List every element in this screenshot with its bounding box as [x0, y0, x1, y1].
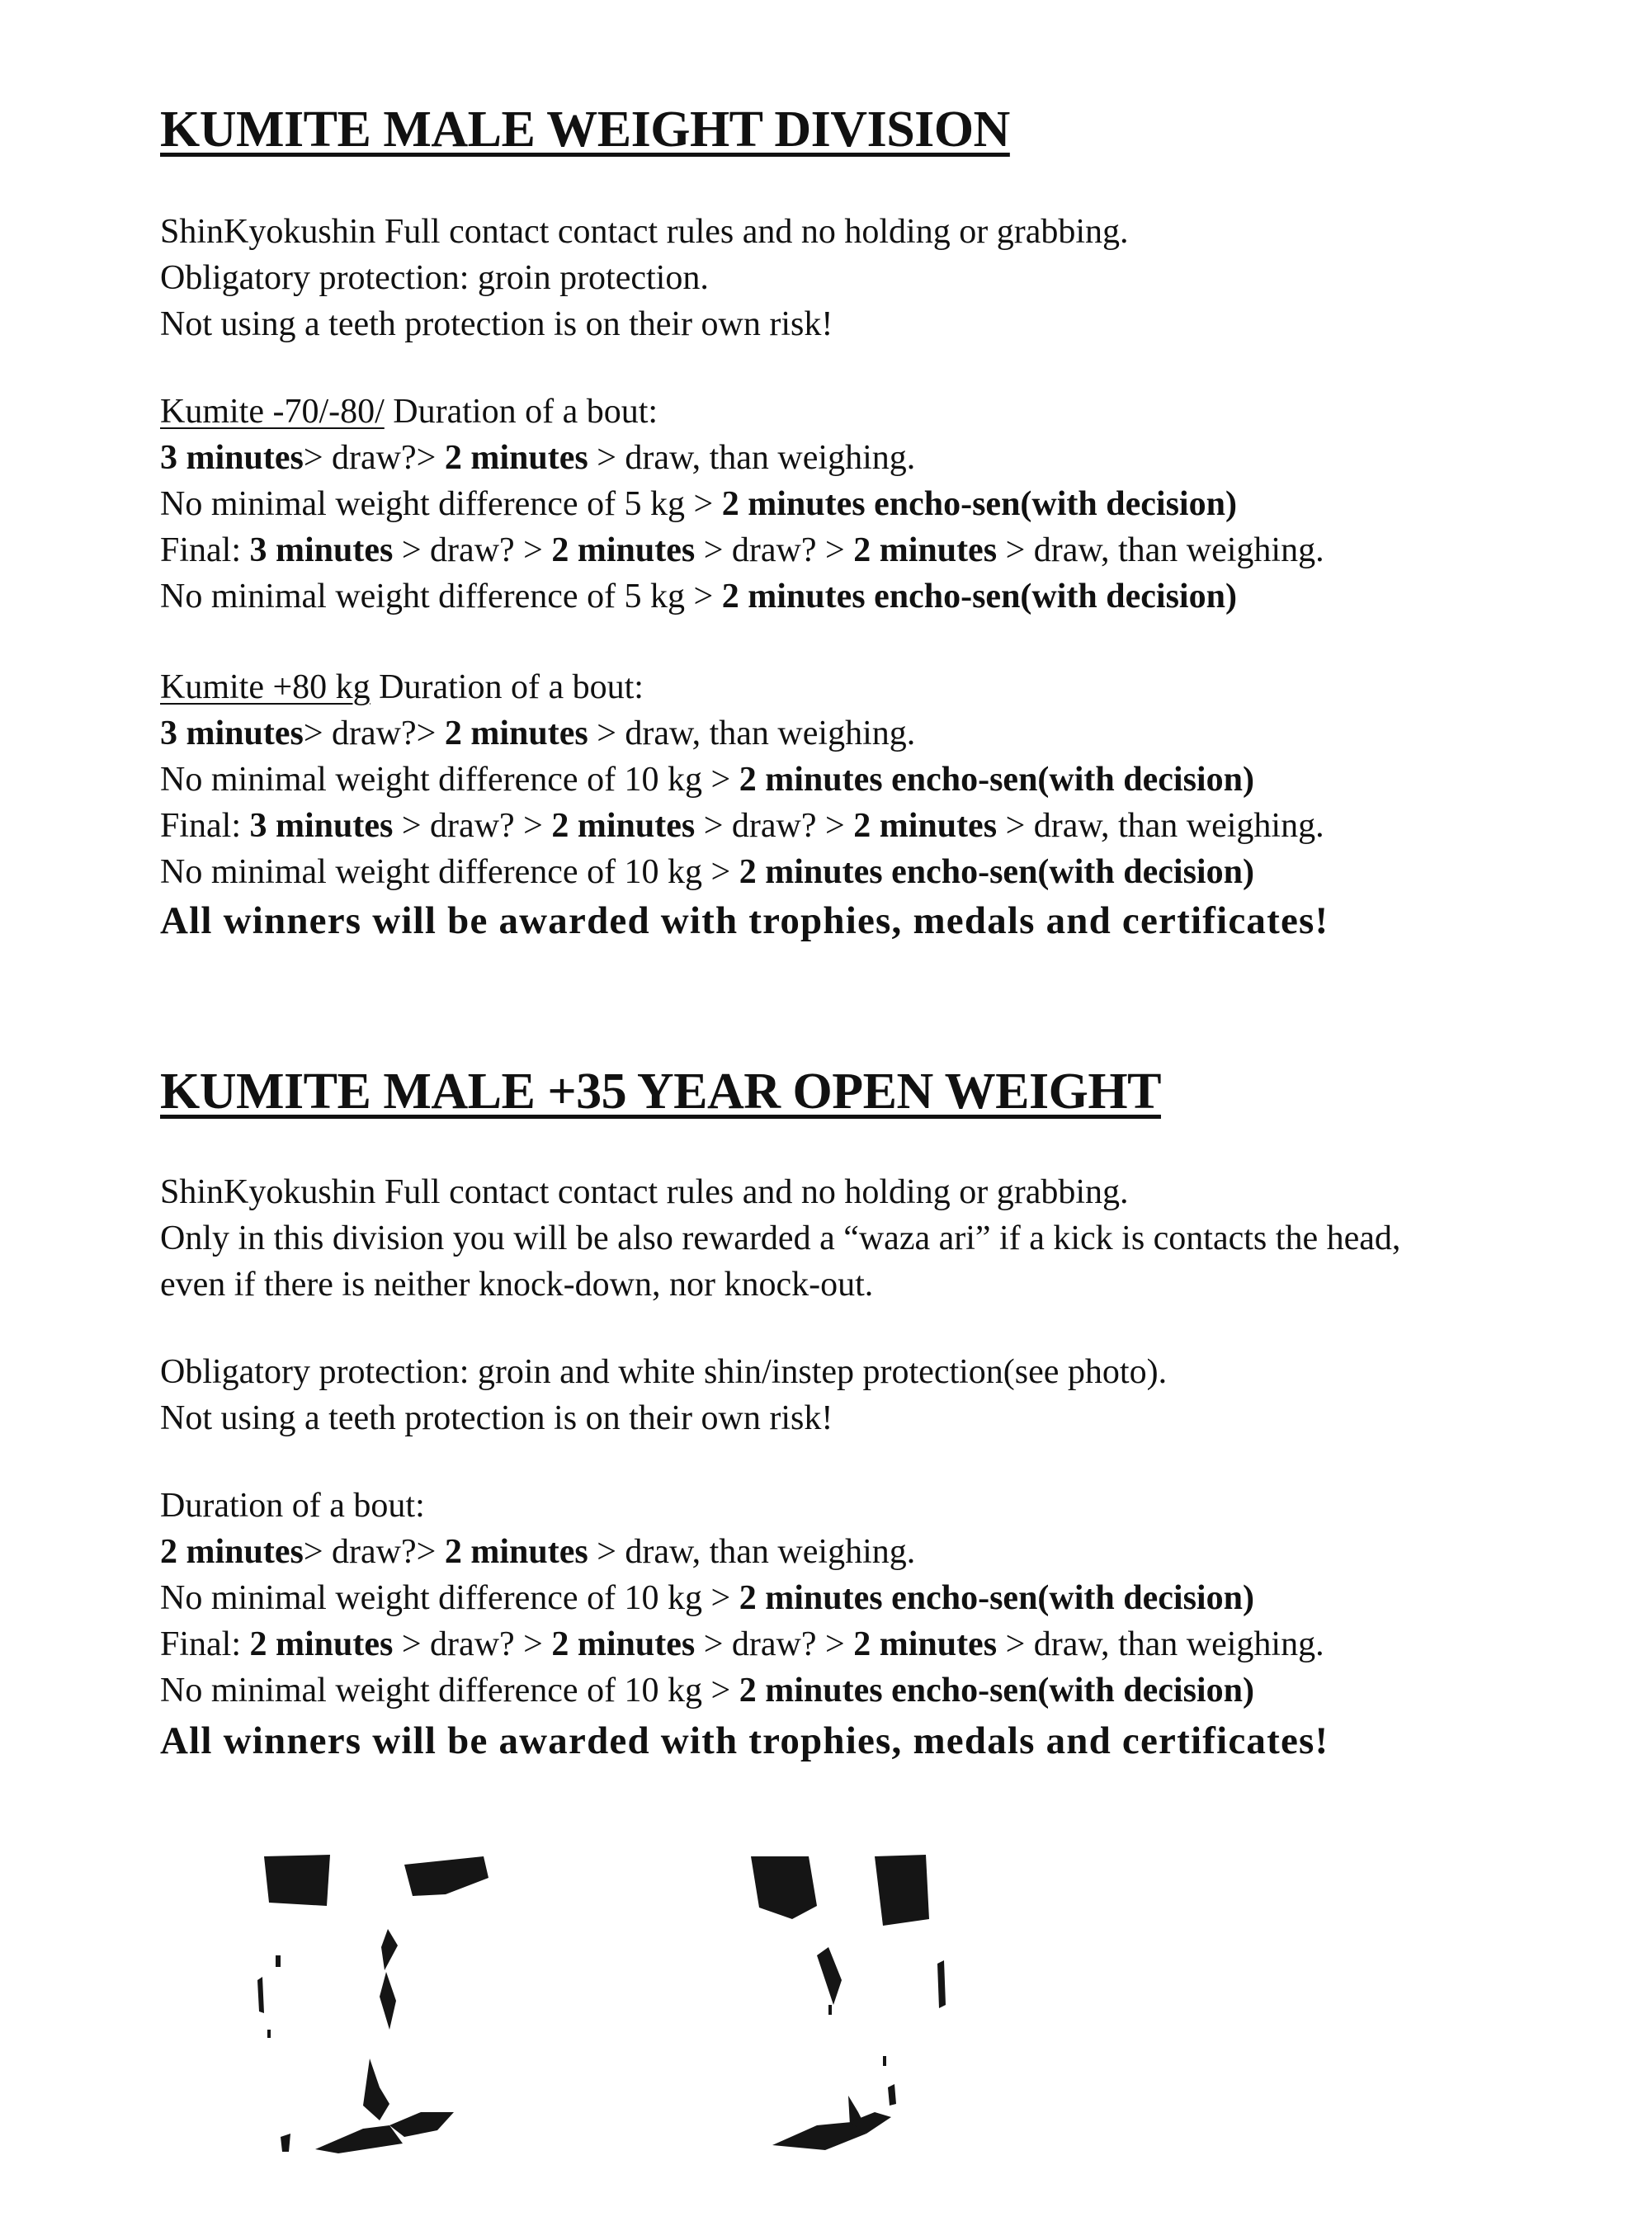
section1-rule-2: Obligatory protection: groin protection.: [160, 259, 709, 297]
text-segment: > draw? >: [393, 531, 552, 569]
text-segment: No minimal weight difference of 5 kg >: [160, 578, 722, 615]
group2-final: [160, 803, 1324, 849]
bold-text-segment: 3 minutes: [249, 807, 394, 845]
text-segment: > draw, than weighing.: [997, 531, 1324, 569]
shin-instep-protection-photo-side: [743, 1840, 1007, 2153]
group2-weight-rule: [160, 757, 1254, 803]
group1-final: [160, 527, 1324, 573]
text-segment: Final:: [160, 531, 250, 569]
section2-final-weight-rule: [160, 1667, 1254, 1714]
bold-text-segment: 2 minutes: [249, 1625, 394, 1663]
text-segment: > draw? >: [695, 531, 854, 569]
group1-name: Kumite -70/-80/: [160, 393, 385, 431]
section2-weight-rule: [160, 1575, 1254, 1621]
bold-text-segment: 2 minutes encho-sen(with decision): [739, 853, 1254, 891]
bold-text-segment: 2 minutes: [444, 714, 588, 752]
bold-text-segment: 2 minutes: [853, 1625, 998, 1663]
section1-title: KUMITE MALE WEIGHT DIVISION: [160, 101, 1010, 158]
group1-duration-label: Duration of a bout:: [384, 393, 658, 431]
section2-rule-1: ShinKyokushin Full contact contact rules and no holding or grabbing.: [160, 1173, 1129, 1211]
section2-rule-2: Only in this division you will be also rewarded a “waza ari” if a kick is contacts the head,: [160, 1219, 1401, 1257]
bold-text-segment: 2 minutes: [444, 439, 588, 477]
text-segment: > draw?>: [303, 714, 445, 752]
section2-rule-3: even if there is neither knock-down, nor knock-out.: [160, 1266, 874, 1304]
text-segment: Final:: [160, 807, 250, 845]
section2-protection-2: Not using a teeth protection is on their own risk!: [160, 1399, 833, 1437]
text-segment: No minimal weight difference of 10 kg >: [160, 1579, 739, 1617]
bold-text-segment: 2 minutes encho-sen(with decision): [721, 578, 1237, 615]
text-segment: No minimal weight difference of 10 kg >: [160, 761, 739, 799]
text-segment: > draw, than weighing.: [997, 807, 1324, 845]
group2-final-weight-rule: [160, 849, 1254, 895]
group1-weight-rule: [160, 481, 1237, 527]
section1-rule-3: Not using a teeth protection is on their own risk!: [160, 305, 833, 343]
bold-text-segment: 3 minutes: [160, 439, 304, 477]
bold-text-segment: 2 minutes: [551, 531, 696, 569]
text-segment: > draw? >: [695, 807, 854, 845]
group2-header: [160, 664, 644, 710]
bold-text-segment: 2 minutes: [444, 1533, 588, 1571]
bold-text-segment: 2 minutes encho-sen(with decision): [739, 1579, 1254, 1617]
bold-text-segment: 2 minutes encho-sen(with decision): [739, 1672, 1254, 1710]
bold-text-segment: 2 minutes: [551, 1625, 696, 1663]
text-segment: No minimal weight difference of 10 kg >: [160, 853, 739, 891]
section2-regular: [160, 1529, 915, 1575]
text-segment: > draw, than weighing.: [588, 1533, 916, 1571]
text-segment: > draw? >: [393, 1625, 552, 1663]
section2-title: KUMITE MALE +35 YEAR OPEN WEIGHT: [160, 1063, 1161, 1120]
bold-text-segment: 2 minutes: [853, 531, 998, 569]
section1-rule-1: ShinKyokushin Full contact contact rules and no holding or grabbing.: [160, 213, 1129, 251]
section1-award: All winners will be awarded with trophies, medals and certificates!: [160, 899, 1329, 942]
section2-award: All winners will be awarded with trophies, medals and certificates!: [160, 1719, 1329, 1762]
text-segment: No minimal weight difference of 5 kg >: [160, 485, 722, 523]
text-segment: Final:: [160, 1625, 250, 1663]
bold-text-segment: 3 minutes: [160, 714, 304, 752]
text-segment: > draw?>: [303, 1533, 445, 1571]
bold-text-segment: 2 minutes encho-sen(with decision): [721, 485, 1237, 523]
bold-text-segment: 3 minutes: [249, 531, 394, 569]
text-segment: > draw? >: [393, 807, 552, 845]
bold-text-segment: 2 minutes: [853, 807, 998, 845]
shin-instep-protection-photo-front: [248, 1840, 545, 2153]
group1-header: [160, 389, 658, 435]
text-segment: > draw? >: [695, 1625, 854, 1663]
section2-protection-1: Obligatory protection: groin and white shin/instep protection(see photo).: [160, 1353, 1168, 1391]
group2-regular: [160, 710, 915, 757]
text-segment: > draw?>: [303, 439, 445, 477]
text-segment: > draw, than weighing.: [588, 714, 916, 752]
section2-final: [160, 1621, 1324, 1667]
text-segment: > draw, than weighing.: [588, 439, 916, 477]
group1-final-weight-rule: [160, 573, 1237, 620]
bold-text-segment: 2 minutes: [551, 807, 696, 845]
bold-text-segment: 2 minutes encho-sen(with decision): [739, 761, 1254, 799]
group2-duration-label: Duration of a bout:: [370, 668, 644, 706]
section2-duration-label: Duration of a bout:: [160, 1487, 425, 1525]
text-segment: > draw, than weighing.: [997, 1625, 1324, 1663]
group1-regular: [160, 435, 915, 481]
group2-name: Kumite +80 kg: [160, 668, 371, 706]
text-segment: No minimal weight difference of 10 kg >: [160, 1672, 739, 1710]
bold-text-segment: 2 minutes: [160, 1533, 304, 1571]
